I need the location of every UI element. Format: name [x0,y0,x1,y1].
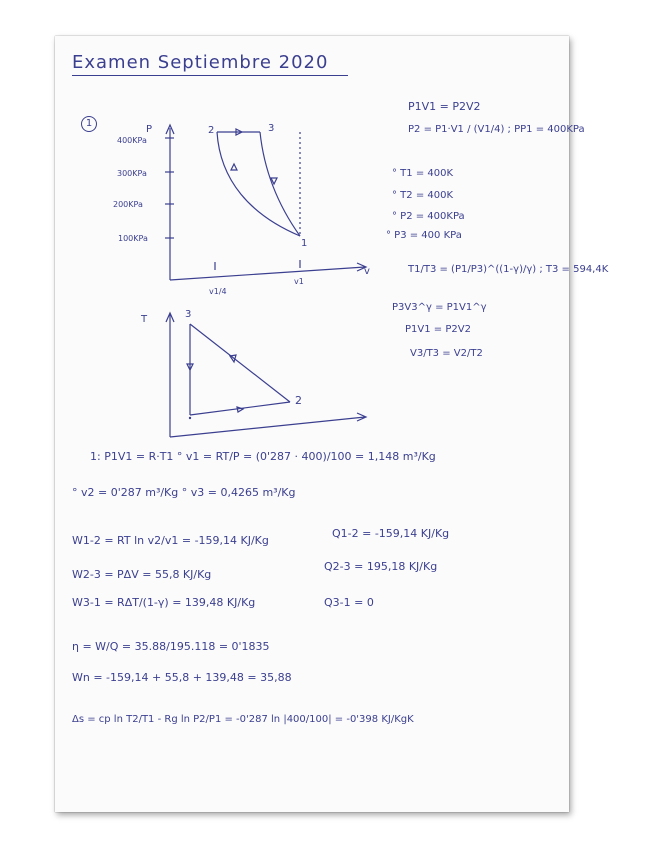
ts-point-3: 3 [185,309,192,320]
line-efficiency: η = W/Q = 35.88/195.118 = 0'1835 [72,640,270,653]
pv-y-tick-100: 100KPa [118,234,148,243]
pv-x-axis [170,267,365,280]
pv-y-tick-400: 400KPa [117,136,147,145]
note-t3: T1/T3 = (P1/P3)^((1-γ)/γ) ; T3 = 594,4K [408,264,609,275]
line-w23: W2-3 = PΔV = 55,8 KJ/Kg [72,568,212,581]
line-q31: Q3-1 = 0 [324,596,374,609]
page-title: Examen Septiembre 2020 [72,52,329,73]
ts-diagram [150,312,380,442]
ts-point-2: 2 [295,394,302,407]
line-w31: W3-1 = RΔT/(1-γ) = 139,48 KJ/Kg [72,596,256,609]
pv-y-tick-300: 300KPa [117,169,147,178]
note-p2: P2 = P1·V1 / (V1/4) ; PP1 = 400KPa [408,124,585,135]
pv-x-tick-v1-4: v1/4 [209,287,227,296]
note-isobaric: V3/T3 = V2/T2 [410,348,483,359]
problem-number: 1 [81,116,97,132]
pv-x-tick-v1: v1 [294,277,304,286]
pv-x-label: v [364,266,370,277]
pv-process-3-1 [260,132,300,236]
line-entropy: Δs = cp ln T2/T1 - Rg ln P2/P1 = -0'287 ln |400/100| = -0'398 KJ/KgK [72,714,414,725]
pv-diagram [110,120,380,295]
note-p3: ° P3 = 400 KPa [386,230,462,241]
line-v1: 1: P1V1 = R·T1 ° v1 = RT/P = (0'287 · 400)/100 = 1,148 m³/Kg [90,450,436,463]
line-q12: Q1-2 = -159,14 KJ/Kg [332,527,450,540]
ts-x-axis [170,417,365,437]
pv-point-1: 1 [301,238,308,249]
line-w12: W1-2 = RT ln v2/v1 = -159,14 KJ/Kg [72,534,269,547]
title-underline [72,75,348,76]
line-net-work: Wn = -159,14 + 55,8 + 139,48 = 35,88 [72,671,292,684]
note-t1: ° T1 = 400K [392,168,454,179]
pv-y-tick-200: 200KPa [113,200,143,209]
line-q23: Q2-3 = 195,18 KJ/Kg [324,560,438,573]
note-t2: ° T2 = 400K [392,190,454,201]
pv-point-3: 3 [268,123,275,134]
ts-y-label: T [141,314,148,325]
pv-process-1-2 [217,132,300,236]
note-p2-value: ° P2 = 400KPa [392,211,465,222]
ts-process-2-3 [190,324,290,402]
note-adiabatic: P3V3^γ = P1V1^γ [392,302,487,313]
pv-y-label: P [146,124,153,135]
line-v2-v3: ° v2 = 0'287 m³/Kg ° v3 = 0,4265 m³/Kg [72,486,296,499]
note-isothermal: P1V1 = P2V2 [408,100,481,113]
pv-point-2: 2 [208,125,215,136]
note-isothermal-2: P1V1 = P2V2 [405,324,471,335]
